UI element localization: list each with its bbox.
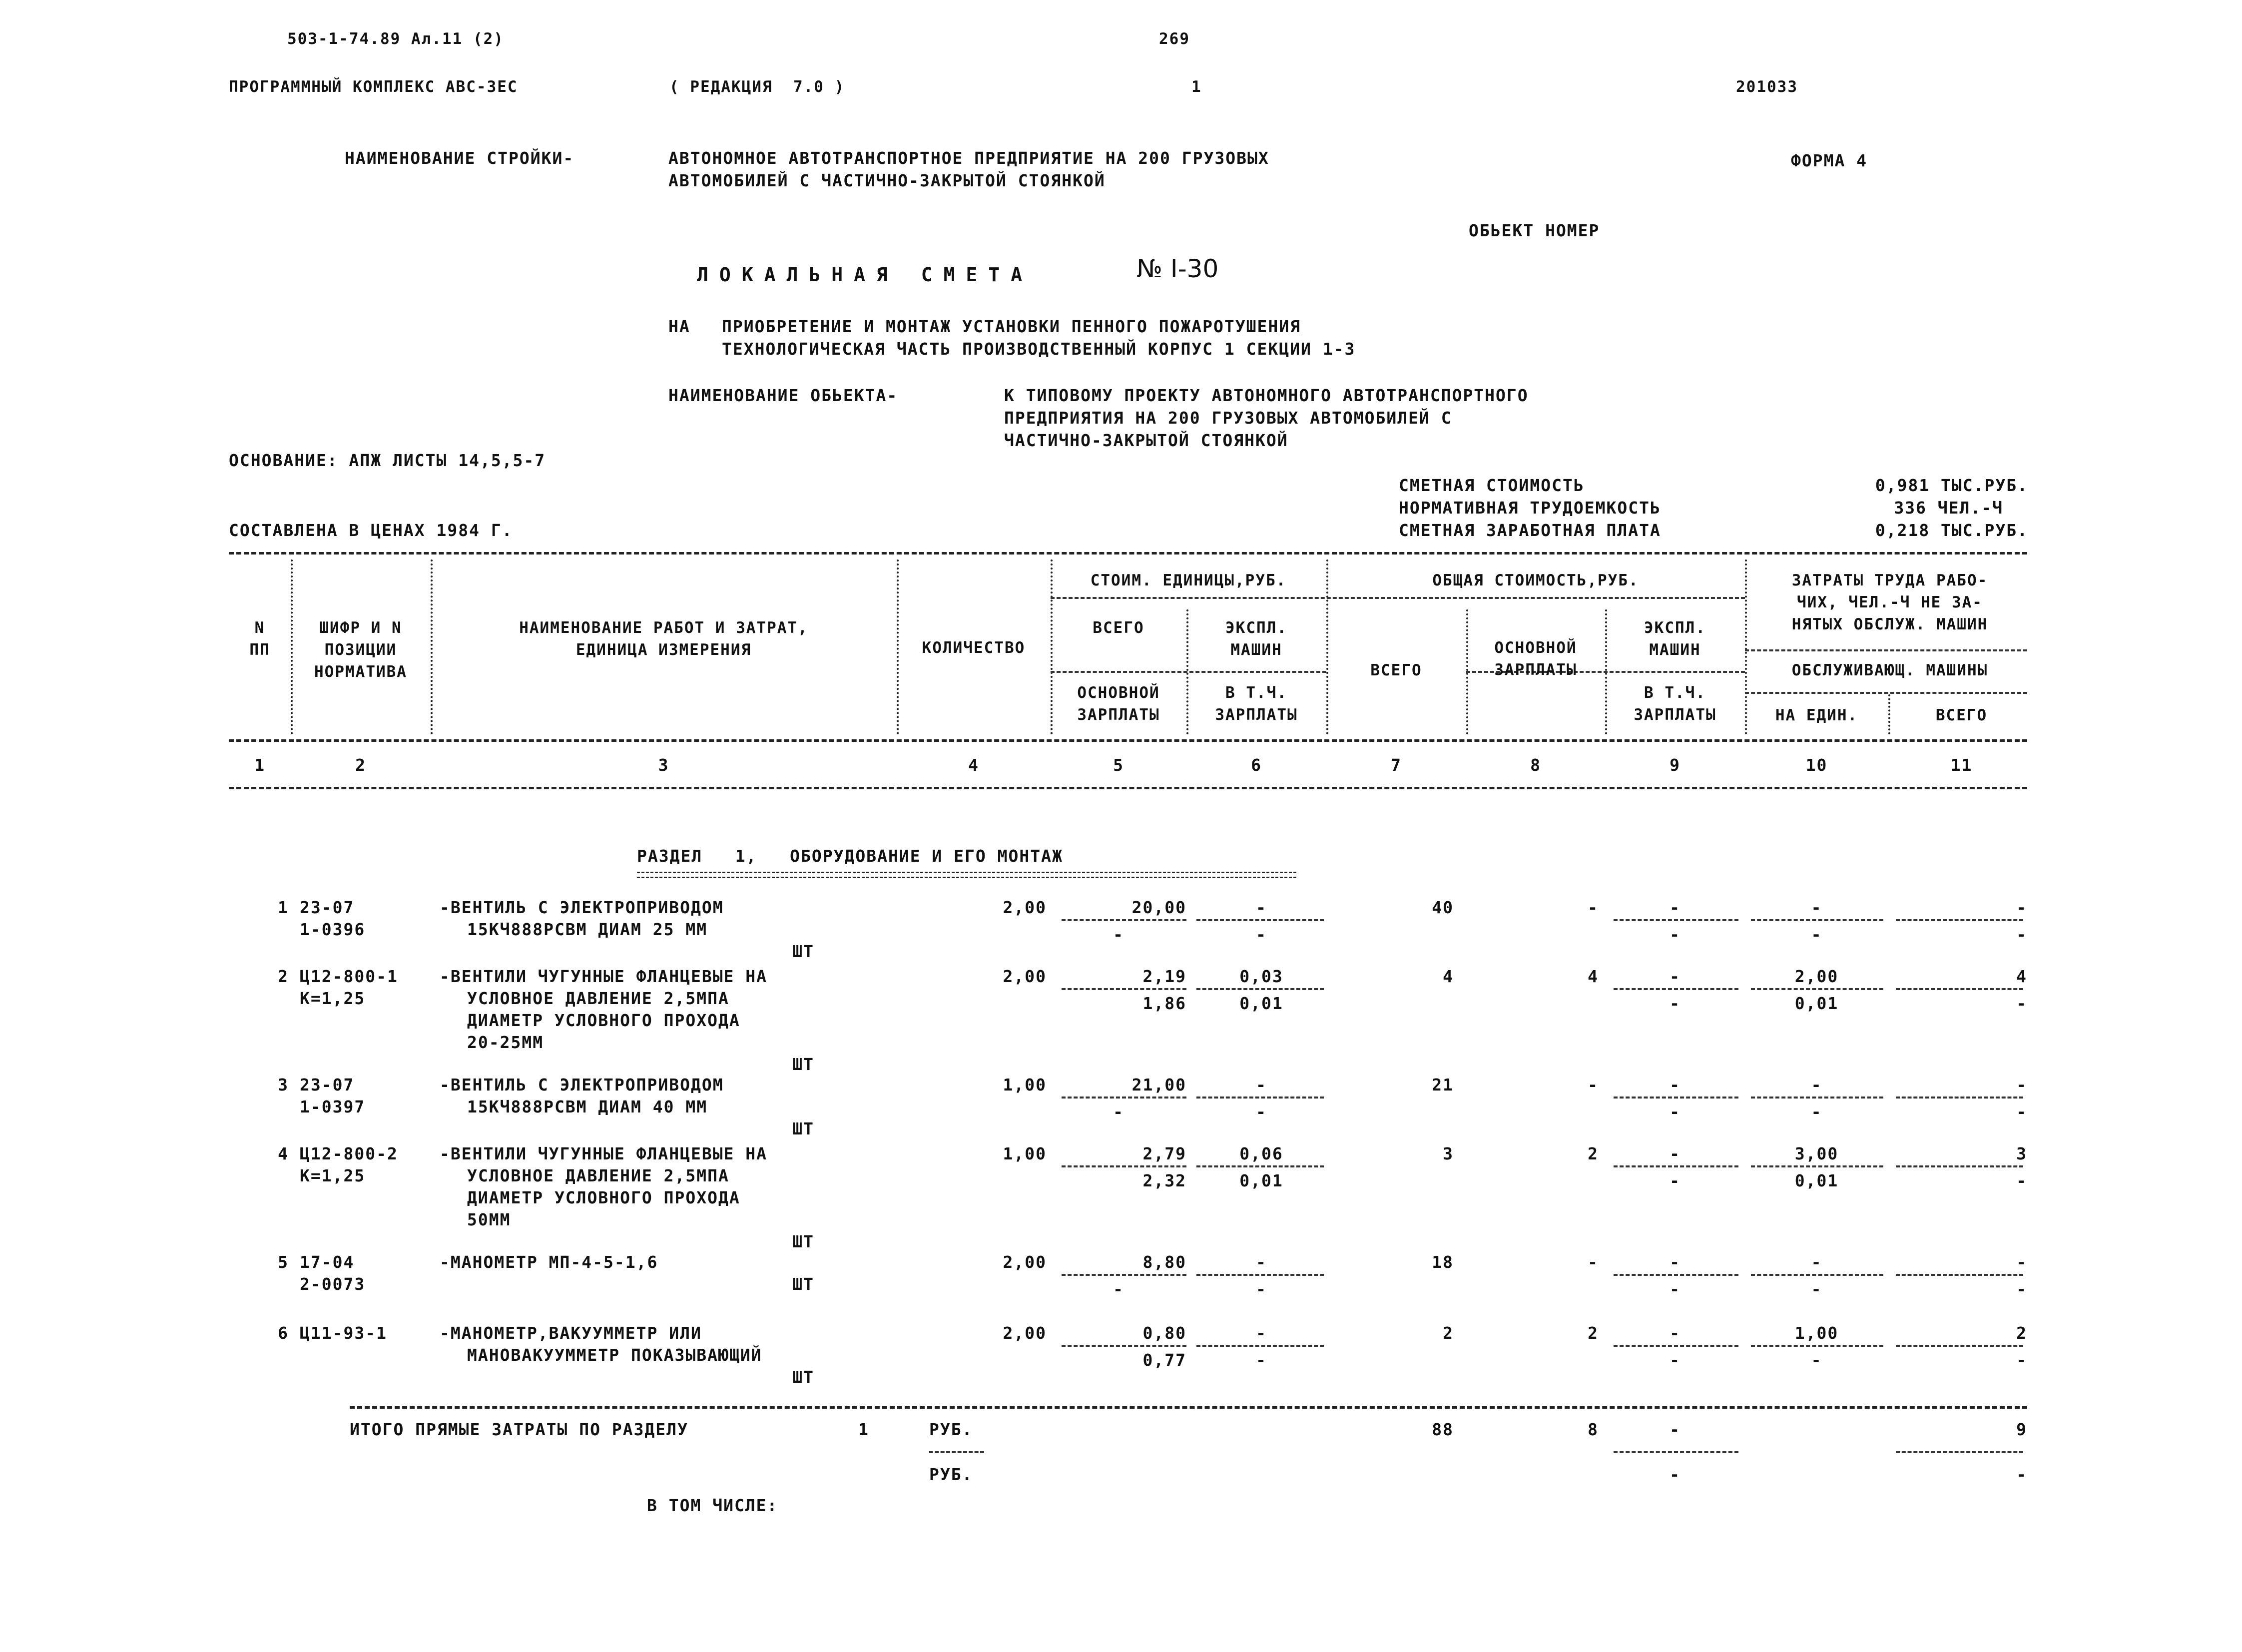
section-title: РАЗДЕЛ 1, ОБОРУДОВАНИЕ И ЕГО МОНТАЖ	[637, 846, 1063, 866]
row-unit-mach: 0,03	[1239, 967, 1283, 986]
row-unit-mach-rule	[1196, 1097, 1324, 1099]
header-subrule	[1745, 692, 2027, 694]
total-col-9: -	[1670, 1420, 1681, 1439]
row-labor-unit-2: 0,01	[1794, 1171, 1839, 1190]
row-total-mach: -	[1670, 967, 1681, 986]
row-code-2: К=1,25	[300, 989, 366, 1008]
row-number: 5	[278, 1252, 289, 1272]
row-total-basic: 2	[1588, 1144, 1599, 1163]
row-name-2: УСЛОВНОЕ ДАВЛЕНИЕ 2,5МПА	[467, 1166, 729, 1185]
row-total-mach-rule	[1614, 1345, 1738, 1347]
row-labor-unit-2: -	[1811, 1350, 1822, 1370]
row-qty: 2,00	[1003, 1323, 1047, 1343]
row-labor-unit: -	[1811, 1075, 1822, 1095]
object-label: НАИМЕНОВАНИЕ ОБЬЕКТА-	[668, 386, 898, 405]
row-unit-mach-rule	[1196, 919, 1324, 921]
row-unit-cost: 21,00	[1131, 1075, 1186, 1095]
row-total-all: 18	[1432, 1252, 1454, 1272]
labor-value: 336 ЧЕЛ.-Ч	[1894, 498, 2003, 518]
row-qty: 1,00	[1003, 1075, 1047, 1095]
row-unit-mach-rule	[1196, 1345, 1324, 1347]
row-qty: 2,00	[1003, 1252, 1047, 1272]
document-id: 201033	[1736, 78, 1798, 96]
row-labor-unit-2: -	[1811, 1279, 1822, 1299]
row-unit-incl: -	[1256, 1279, 1267, 1299]
row-code: Ц12-800-2	[300, 1144, 398, 1163]
row-total-all: 3	[1443, 1144, 1454, 1163]
total-currency-1: РУБ.	[929, 1420, 973, 1439]
row-unit-cost: 0,80	[1142, 1323, 1186, 1343]
row-number: 3	[278, 1075, 289, 1095]
row-unit-cost-rule	[1062, 919, 1186, 921]
object-number-label: ОБЬЕКТ НОМЕР	[1469, 221, 1600, 240]
row-name: -ВЕНТИЛЬ С ЭЛЕКТРОПРИВОДОМ	[440, 898, 724, 917]
col-number: 11	[1950, 755, 1973, 775]
wage-value: 0,218 ТЫС.РУБ.	[1875, 521, 2028, 540]
row-name: -МАНОМЕТР,ВАКУУММЕТР ИЛИ	[440, 1323, 702, 1343]
header-subrule	[1051, 671, 1326, 673]
row-name-4: 50ММ	[467, 1210, 511, 1229]
row-unit-mach: -	[1256, 1252, 1267, 1272]
row-labor-unit-2: -	[1811, 1102, 1822, 1121]
row-labor-unit-rule	[1751, 1274, 1883, 1276]
row-unit: ШТ	[792, 1055, 814, 1074]
object-line-1: К ТИПОВОМУ ПРОЕКТУ АВТОНОМНОГО АВТОТРАНСПОРТНОГО	[1004, 386, 1529, 405]
row-labor-unit-2: 0,01	[1794, 994, 1839, 1013]
form-label: ФОРМА 4	[1791, 151, 1868, 170]
row-labor-total: 3	[2016, 1144, 2027, 1163]
row-unit-cost: 8,80	[1142, 1252, 1186, 1272]
row-unit-mach: -	[1256, 1323, 1267, 1343]
total-col-7: 88	[1432, 1420, 1454, 1439]
row-total-mach: -	[1670, 1252, 1681, 1272]
row-unit-basic: 2,32	[1142, 1171, 1186, 1190]
row-total-mach-rule	[1614, 988, 1738, 990]
row-unit-basic: -	[1113, 1279, 1124, 1299]
total-rule	[350, 1406, 2027, 1409]
object-line-3: ЧАСТИЧНО-ЗАКРЫТОЙ СТОЯНКОЙ	[1004, 431, 1288, 450]
row-code: Ц11-93-1	[300, 1323, 387, 1343]
row-number: 4	[278, 1144, 289, 1163]
row-name: -ВЕНТИЛИ ЧУГУННЫЕ ФЛАНЦЕВЫЕ НА	[440, 1144, 768, 1163]
col-header-unit-all: ВСЕГО	[1093, 619, 1144, 637]
row-labor-unit-rule	[1751, 919, 1883, 921]
including-label: В ТОМ ЧИСЛЕ:	[647, 1496, 778, 1515]
col-header-labor: ЗАТРАТЫ ТРУДА РАБО- ЧИХ, ЧЕЛ.-Ч НЕ ЗА- НЯТЫХ ОБСЛУЖ. МАШИН	[1791, 571, 1988, 633]
row-labor-total: -	[2016, 1252, 2027, 1272]
row-unit-basic: 0,77	[1142, 1350, 1186, 1370]
row-code-2: 1-0396	[300, 920, 366, 939]
row-qty: 2,00	[1003, 967, 1047, 986]
col-number: 5	[1113, 755, 1124, 775]
row-labor-total-2: -	[2016, 1279, 2027, 1299]
row-unit-mach-rule	[1196, 988, 1324, 990]
row-unit-basic: -	[1113, 1102, 1124, 1121]
col-header-unit-incl: В Т.Ч. ЗАРПЛАТЫ	[1215, 684, 1298, 724]
col-number: 2	[355, 755, 366, 775]
row-name-3: ДИАМЕТР УСЛОВНОГО ПРОХОДА	[467, 1011, 740, 1030]
row-labor-unit: 1,00	[1794, 1323, 1839, 1343]
row-code: 17-04	[300, 1252, 355, 1272]
row-total-basic: -	[1588, 1075, 1599, 1095]
row-unit-cost-rule	[1062, 1274, 1186, 1276]
labor-label: НОРМАТИВНАЯ ТРУДОЕМКОСТЬ	[1399, 498, 1661, 518]
row-code: Ц12-800-1	[300, 967, 398, 986]
row-total-all: 40	[1432, 898, 1454, 917]
row-unit-basic: 1,86	[1142, 994, 1186, 1013]
row-unit-incl: -	[1256, 925, 1267, 944]
total-col-8: 8	[1588, 1420, 1599, 1439]
section-double-rule	[637, 872, 1296, 878]
row-name-2: 15КЧ888РСВМ ДИАМ 40 ММ	[467, 1097, 708, 1116]
total-currency-2: РУБ.	[929, 1465, 973, 1484]
col-header-service: ОБСЛУЖИВАЮЩ. МАШИНЫ	[1791, 661, 1988, 679]
row-labor-unit: -	[1811, 898, 1822, 917]
row-unit-cost: 2,19	[1142, 967, 1186, 986]
row-unit-cost: 20,00	[1131, 898, 1186, 917]
purpose-line-2: ТЕХНОЛОГИЧЕСКАЯ ЧАСТЬ ПРОИЗВОДСТВЕННЫЙ КОРПУС 1 СЕКЦИИ 1-3	[722, 339, 1356, 359]
row-unit-incl: 0,01	[1239, 1171, 1283, 1190]
row-unit-cost-rule	[1062, 1165, 1186, 1167]
row-total-incl: -	[1670, 1279, 1681, 1299]
row-unit-incl: -	[1256, 1350, 1267, 1370]
row-labor-total-2: -	[2016, 925, 2027, 944]
page-number: 269	[1159, 30, 1190, 48]
col-header-per-unit: НА ЕДИН.	[1775, 706, 1858, 724]
header-subrule	[1745, 649, 2027, 651]
row-unit-cost-rule	[1062, 988, 1186, 990]
col-header-code: ШИФР И N ПОЗИЦИИ НОРМАТИВА	[314, 619, 407, 681]
row-total-basic: 2	[1588, 1323, 1599, 1343]
row-labor-total: -	[2016, 898, 2027, 917]
col-header-total-all: ВСЕГО	[1370, 661, 1422, 679]
construction-name-1: АВТОНОМНОЕ АВТОТРАНСПОРТНОЕ ПРЕДПРИЯТИЕ НА 200 ГРУЗОВЫХ	[668, 148, 1269, 168]
col-header-qty: КОЛИЧЕСТВО	[922, 639, 1026, 657]
col-header-n: N ПП	[249, 619, 270, 659]
row-unit-incl: -	[1256, 1102, 1267, 1121]
row-unit-incl: 0,01	[1239, 994, 1283, 1013]
row-unit-mach: -	[1256, 1075, 1267, 1095]
row-number: 2	[278, 967, 289, 986]
col-number: 9	[1670, 755, 1681, 775]
row-total-mach: -	[1670, 1323, 1681, 1343]
row-unit: ШТ	[792, 1119, 814, 1138]
row-labor-unit-rule	[1751, 1097, 1883, 1099]
row-code: 23-07	[300, 898, 355, 917]
total-label: ИТОГО ПРЯМЫЕ ЗАТРАТЫ ПО РАЗДЕЛУ	[350, 1420, 688, 1439]
total-currency-rule	[929, 1451, 984, 1453]
row-total-incl: -	[1670, 1171, 1681, 1190]
col-header-unit-mach: ЭКСПЛ. МАШИН	[1225, 619, 1287, 659]
row-total-basic: -	[1588, 1252, 1599, 1272]
col-header-unit-basic: ОСНОВНОЙ ЗАРПЛАТЫ	[1077, 684, 1160, 724]
row-unit-mach-rule	[1196, 1274, 1324, 1276]
col-header-unit-cost: СТОИМ. ЕДИНИЦЫ,РУБ.	[1090, 571, 1287, 589]
row-labor-unit-rule	[1751, 1165, 1883, 1167]
row-total-mach-rule	[1614, 1097, 1738, 1099]
row-name-2: УСЛОВНОЕ ДАВЛЕНИЕ 2,5МПА	[467, 989, 729, 1008]
col-number: 4	[968, 755, 979, 775]
row-labor-total-2: -	[2016, 994, 2027, 1013]
row-labor-unit: 2,00	[1794, 967, 1839, 986]
row-labor-unit-2: -	[1811, 925, 1822, 944]
row-code-2: 2-0073	[300, 1274, 366, 1294]
row-total-mach: -	[1670, 1075, 1681, 1095]
row-name-3: ДИАМЕТР УСЛОВНОГО ПРОХОДА	[467, 1188, 740, 1207]
col-number: 1	[254, 755, 265, 775]
row-unit: ШТ	[792, 1274, 814, 1294]
row-qty: 2,00	[1003, 898, 1047, 917]
row-total-basic: -	[1588, 898, 1599, 917]
construction-name-2: АВТОМОБИЛЕЙ С ЧАСТИЧНО-ЗАКРЫТОЙ СТОЯНКОЙ	[668, 171, 1106, 190]
cost-label: СМЕТНАЯ СТОИМОСТЬ	[1399, 476, 1585, 495]
row-name-2: 15КЧ888РСВМ ДИАМ 25 ММ	[467, 920, 708, 939]
col-number: 7	[1391, 755, 1402, 775]
row-labor-total-rule	[1896, 1097, 2023, 1099]
row-labor-total: 4	[2016, 967, 2027, 986]
estimate-number: № I-30	[1136, 254, 1219, 283]
row-total-all: 4	[1443, 967, 1454, 986]
row-labor-total: 2	[2016, 1323, 2027, 1343]
construction-label: НАИМЕНОВАНИЕ СТРОЙКИ-	[345, 148, 574, 168]
row-unit-cost-rule	[1062, 1097, 1186, 1099]
row-labor-total-rule	[1896, 1165, 2023, 1167]
col-header-total-incl: В Т.Ч. ЗАРПЛАТЫ	[1634, 684, 1716, 724]
col-header-name: НАИМЕНОВАНИЕ РАБОТ И ЗАТРАТ, ЕДИНИЦА ИЗМЕРЕНИЯ	[519, 619, 808, 659]
total-col-9b: -	[1670, 1465, 1681, 1484]
wage-label: СМЕТНАЯ ЗАРАБОТНАЯ ПЛАТА	[1399, 521, 1661, 540]
cost-value: 0,981 ТЫС.РУБ.	[1875, 476, 2028, 495]
sheet-number: 1	[1191, 78, 1202, 96]
row-labor-total-rule	[1896, 919, 2023, 921]
row-total-mach-rule	[1614, 1165, 1738, 1167]
row-labor-unit: -	[1811, 1252, 1822, 1272]
col-header-total-cost: ОБЩАЯ СТОИМОСТЬ,РУБ.	[1432, 571, 1639, 589]
row-total-incl: -	[1670, 994, 1681, 1013]
row-total-mach: -	[1670, 898, 1681, 917]
row-total-mach-rule	[1614, 919, 1738, 921]
row-total-all: 21	[1432, 1075, 1454, 1095]
col-number: 3	[658, 755, 669, 775]
row-code-2: 1-0397	[300, 1097, 366, 1116]
table-header-rule	[229, 739, 2027, 742]
row-code: 23-07	[300, 1075, 355, 1095]
program-name: ПРОГРАММНЫЙ КОМПЛЕКС АВС-3ЕС	[229, 78, 518, 96]
object-line-2: ПРЕДПРИЯТИЯ НА 200 ГРУЗОВЫХ АВТОМОБИЛЕЙ С	[1004, 408, 1452, 428]
row-total-all: 2	[1443, 1323, 1454, 1343]
row-labor-total-rule	[1896, 1274, 2023, 1276]
row-unit: ШТ	[792, 942, 814, 961]
row-number: 1	[278, 898, 289, 917]
row-labor-total-rule	[1896, 1345, 2023, 1347]
row-total-mach-rule	[1614, 1274, 1738, 1276]
col-number: 8	[1530, 755, 1541, 775]
row-unit-basic: -	[1113, 925, 1124, 944]
table-numbers-rule	[229, 787, 2027, 789]
row-name: -ВЕНТИЛИ ЧУГУННЫЕ ФЛАНЦЕВЫЕ НА	[440, 967, 768, 986]
row-name: -МАНОМЕТР МП-4-5-1,6	[440, 1252, 658, 1272]
row-unit: ШТ	[792, 1367, 814, 1387]
edition: ( РЕДАКЦИЯ 7.0 )	[669, 78, 845, 96]
row-labor-unit: 3,00	[1794, 1144, 1839, 1163]
col-header-labor-total: ВСЕГО	[1935, 706, 1988, 724]
row-unit: ШТ	[792, 1232, 814, 1251]
row-unit-cost-rule	[1062, 1345, 1186, 1347]
row-labor-unit-rule	[1751, 988, 1883, 990]
total-col-11: 9	[2016, 1420, 2027, 1439]
row-code-2: К=1,25	[300, 1166, 366, 1185]
col-header-total-basic: ОСНОВНОЙ ЗАРПЛАТЫ	[1494, 639, 1577, 679]
row-unit-mach: -	[1256, 898, 1267, 917]
row-number: 6	[278, 1323, 289, 1343]
purpose-line-1: ПРИОБРЕТЕНИЕ И МОНТАЖ УСТАНОВКИ ПЕННОГО ПОЖАРОТУШЕНИЯ	[722, 317, 1301, 336]
total-col-11-rule	[1896, 1451, 2023, 1453]
row-labor-total-rule	[1896, 988, 2023, 990]
col-header-total-mach: ЭКСПЛ. МАШИН	[1644, 619, 1706, 659]
col-number: 6	[1251, 755, 1262, 775]
row-qty: 1,00	[1003, 1144, 1047, 1163]
total-section-number: 1	[858, 1420, 869, 1439]
basis: ОСНОВАНИЕ: АПЖ ЛИСТЫ 14,5,5-7	[229, 451, 546, 470]
row-total-mach: -	[1670, 1144, 1681, 1163]
total-col-11b: -	[2016, 1465, 2027, 1484]
row-unit-mach: 0,06	[1239, 1144, 1283, 1163]
row-labor-total-2: -	[2016, 1102, 2027, 1121]
row-labor-total: -	[2016, 1075, 2027, 1095]
document-code: 503-1-74.89 Ал.11 (2)	[287, 30, 504, 48]
row-name-2: МАНОВАКУУММЕТР ПОКАЗЫВАЮЩИЙ	[467, 1345, 762, 1365]
purpose-label: НА	[668, 317, 690, 336]
row-unit-mach-rule	[1196, 1165, 1324, 1167]
row-name-4: 20-25ММ	[467, 1033, 544, 1052]
prices-note: СОСТАВЛЕНА В ЦЕНАХ 1984 Г.	[229, 521, 513, 540]
table-top-rule	[229, 552, 2027, 554]
row-total-basic: 4	[1588, 967, 1599, 986]
row-labor-unit-rule	[1751, 1345, 1883, 1347]
row-total-incl: -	[1670, 925, 1681, 944]
row-name: -ВЕНТИЛЬ С ЭЛЕКТРОПРИВОДОМ	[440, 1075, 724, 1095]
row-total-incl: -	[1670, 1102, 1681, 1121]
row-unit-cost: 2,79	[1142, 1144, 1186, 1163]
row-labor-total-2: -	[2016, 1350, 2027, 1370]
col-number: 10	[1805, 755, 1828, 775]
row-total-incl: -	[1670, 1350, 1681, 1370]
header-subrule	[1051, 597, 1745, 599]
estimate-title: ЛОКАЛЬНАЯ СМЕТА	[697, 264, 1034, 286]
row-labor-total-2: -	[2016, 1171, 2027, 1190]
total-col-9-rule	[1614, 1451, 1738, 1453]
